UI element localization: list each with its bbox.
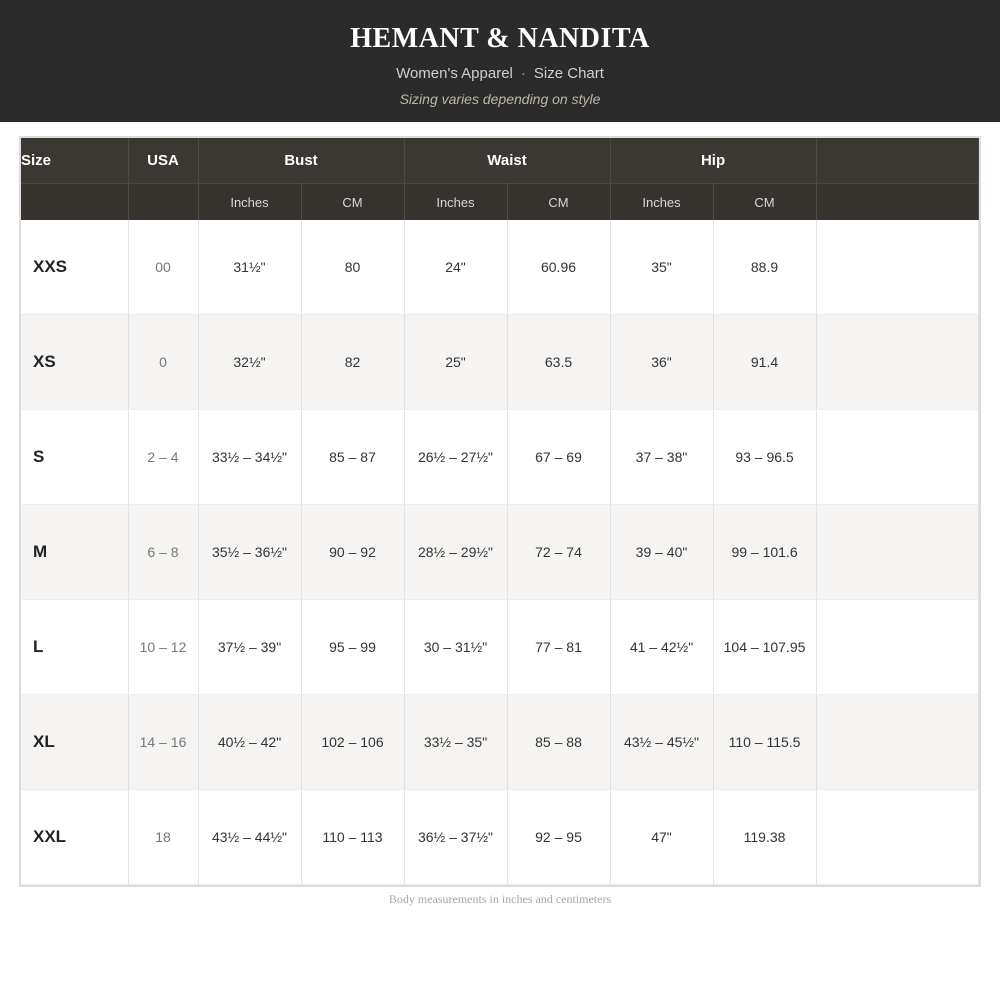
table-row (21, 695, 979, 790)
separator-dot: · (520, 65, 526, 82)
hip-inches-cell: 47" (610, 790, 713, 885)
bust-cm-cell: 95 – 99 (301, 600, 404, 695)
bust-inches-cell: 32½" (198, 315, 301, 410)
waist-cm-cell: 63.5 (507, 315, 610, 410)
subheader-hip-cm: CM (713, 184, 816, 221)
hip-inches-cell: 35" (610, 220, 713, 315)
bust-inches-cell: 35½ – 36½" (198, 505, 301, 600)
page-header (0, 0, 1000, 122)
table-body (21, 220, 979, 885)
header-waist: Waist (404, 138, 610, 184)
bust-inches-cell: 43½ – 44½" (198, 790, 301, 885)
table-row (21, 790, 979, 885)
waist-inches-cell: 25" (404, 315, 507, 410)
bust-cm-cell: 85 – 87 (301, 410, 404, 505)
hip-cm-cell: 104 – 107.95 (713, 600, 816, 695)
waist-inches-cell: 26½ – 27½" (404, 410, 507, 505)
size-chart-table (21, 138, 979, 885)
subheader-bust-cm: CM (301, 184, 404, 221)
waist-inches-cell: 28½ – 29½" (404, 505, 507, 600)
size-cell: XXS (21, 220, 128, 315)
size-cell: XL (21, 695, 128, 790)
hip-cm-cell: 91.4 (713, 315, 816, 410)
hip-inches-cell: 36" (610, 315, 713, 410)
empty-cell (816, 790, 978, 885)
hip-inches-cell: 43½ – 45½" (610, 695, 713, 790)
hip-cm-cell: 93 – 96.5 (713, 410, 816, 505)
header-row (21, 138, 979, 184)
header-size: Size (21, 138, 128, 184)
empty-cell (816, 505, 978, 600)
bust-inches-cell: 31½" (198, 220, 301, 315)
hip-inches-cell: 39 – 40" (610, 505, 713, 600)
bust-cm-cell: 80 (301, 220, 404, 315)
bust-cm-cell: 90 – 92 (301, 505, 404, 600)
table-row (21, 315, 979, 410)
bust-inches-cell: 33½ – 34½" (198, 410, 301, 505)
bust-inches-cell: 40½ – 42" (198, 695, 301, 790)
usa-cell: 0 (128, 315, 198, 410)
table-row (21, 410, 979, 505)
header-bust: Bust (198, 138, 404, 184)
size-cell: M (21, 505, 128, 600)
subheader-empty (128, 184, 198, 221)
usa-cell: 14 – 16 (128, 695, 198, 790)
empty-cell (816, 410, 978, 505)
bust-cm-cell: 82 (301, 315, 404, 410)
usa-cell: 10 – 12 (128, 600, 198, 695)
header-usa: USA (128, 138, 198, 184)
subtitle (0, 65, 1000, 83)
subheader-waist-inches: Inches (404, 184, 507, 221)
table-row (21, 505, 979, 600)
subheader-empty (816, 184, 978, 221)
waist-cm-cell: 92 – 95 (507, 790, 610, 885)
waist-inches-cell: 30 – 31½" (404, 600, 507, 695)
subheader-empty (21, 184, 128, 221)
waist-cm-cell: 60.96 (507, 220, 610, 315)
footnote: Body measurements in inches and centimeters (388, 892, 612, 906)
subheader-bust-inches: Inches (198, 184, 301, 221)
empty-cell (816, 695, 978, 790)
table-row (21, 220, 979, 315)
hip-cm-cell: 110 – 115.5 (713, 695, 816, 790)
subheader-waist-cm: CM (507, 184, 610, 221)
size-cell: S (21, 410, 128, 505)
waist-inches-cell: 36½ – 37½" (404, 790, 507, 885)
waist-cm-cell: 85 – 88 (507, 695, 610, 790)
bust-cm-cell: 102 – 106 (301, 695, 404, 790)
bust-inches-cell: 37½ – 39" (198, 600, 301, 695)
subheader-row (21, 184, 979, 221)
size-cell: XS (21, 315, 128, 410)
header-empty (816, 138, 978, 184)
size-cell: XXL (21, 790, 128, 885)
tagline: Sizing varies depending on style (399, 91, 601, 107)
usa-cell: 2 – 4 (128, 410, 198, 505)
size-cell: L (21, 600, 128, 695)
empty-cell (816, 220, 978, 315)
hip-inches-cell: 41 – 42½" (610, 600, 713, 695)
usa-cell: 6 – 8 (128, 505, 198, 600)
waist-inches-cell: 33½ – 35" (404, 695, 507, 790)
table-header (21, 138, 979, 220)
usa-cell: 00 (128, 220, 198, 315)
hip-inches-cell: 37 – 38" (610, 410, 713, 505)
category-label: Women's Apparel (396, 65, 513, 82)
waist-cm-cell: 77 – 81 (507, 600, 610, 695)
waist-cm-cell: 67 – 69 (507, 410, 610, 505)
subheader-hip-inches: Inches (610, 184, 713, 221)
hip-cm-cell: 88.9 (713, 220, 816, 315)
bust-cm-cell: 110 – 113 (301, 790, 404, 885)
size-chart-table-wrapper (19, 136, 981, 887)
usa-cell: 18 (128, 790, 198, 885)
table-row (21, 600, 979, 695)
header-hip: Hip (610, 138, 816, 184)
empty-cell (816, 315, 978, 410)
hip-cm-cell: 99 – 101.6 (713, 505, 816, 600)
waist-inches-cell: 24" (404, 220, 507, 315)
waist-cm-cell: 72 – 74 (507, 505, 610, 600)
hip-cm-cell: 119.38 (713, 790, 816, 885)
chart-label: Size Chart (533, 65, 604, 82)
brand-title: HEMANT & NANDITA (350, 23, 650, 54)
empty-cell (816, 600, 978, 695)
